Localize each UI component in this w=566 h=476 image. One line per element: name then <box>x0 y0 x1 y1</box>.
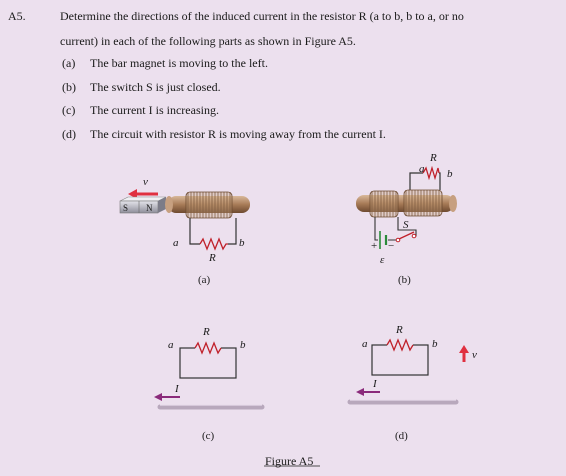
panel-a-velocity-label: v <box>143 176 148 188</box>
part-b-text: The switch S is just closed. <box>90 80 221 94</box>
panel-b-battery <box>380 231 386 249</box>
part-d-label: (d) <box>62 127 76 141</box>
panel-b-resistor-label: R <box>430 152 437 164</box>
panel-b-node-a: a <box>419 163 425 175</box>
panel-b-plus-sign: + <box>371 240 378 252</box>
panel-b-switch-label: S <box>403 219 409 231</box>
part-c-text: The current I is increasing. <box>90 103 219 117</box>
panel-a-resistor <box>200 239 228 249</box>
panel-b-node-b: b <box>447 168 453 180</box>
panel-b-switch <box>396 232 416 242</box>
panel-c-label: (c) <box>202 430 215 442</box>
part-a-text: The bar magnet is moving to the left. <box>90 56 268 70</box>
magnet-s-label: S <box>123 203 129 213</box>
panel-d-velocity-arrow <box>459 345 469 362</box>
panel-a-wires <box>190 218 236 244</box>
panel-a-node-b: b <box>239 237 245 249</box>
panel-a-coil <box>186 192 232 218</box>
part-b-label: (b) <box>62 80 76 94</box>
panel-b-label: (b) <box>398 274 411 286</box>
panel-d-label: (d) <box>395 430 408 442</box>
figure-caption: Figure A5 <box>265 454 314 468</box>
part-c-label: (c) <box>62 103 76 117</box>
panel-d-node-b: b <box>432 338 438 350</box>
panel-b-diagram <box>356 168 457 249</box>
panel-b-secondary-coil <box>404 190 442 216</box>
panel-d-velocity-label: v <box>472 349 477 361</box>
panel-a-node-a: a <box>173 237 179 249</box>
panel-b-primary-coil <box>370 191 398 217</box>
part-a-label: (a) <box>62 56 76 70</box>
panel-b-minus-sign: − <box>388 240 395 252</box>
question-number: A5. <box>8 9 26 23</box>
panel-d-node-a: a <box>362 338 368 350</box>
magnet-n-label: N <box>146 203 153 213</box>
panel-b-primary-wires <box>375 217 416 240</box>
part-d-text: The circuit with resistor R is moving away from the current I. <box>90 127 386 141</box>
panel-d-current-label: I <box>373 378 377 390</box>
panel-c-diagram <box>154 343 262 407</box>
panel-c-current-label: I <box>175 383 179 395</box>
panel-c-node-a: a <box>168 339 174 351</box>
panel-a-diagram <box>120 189 250 249</box>
panel-a-resistor-label: R <box>209 252 216 264</box>
question-stem-line2: current) in each of the following parts as shown in Figure A5. <box>60 34 356 48</box>
panel-c-resistor-label: R <box>203 326 210 338</box>
panel-a-label: (a) <box>198 274 211 286</box>
question-stem-line1: Determine the directions of the induced current in the resistor R (a to b, b to a, or no <box>60 9 464 23</box>
panel-c-node-b: b <box>240 339 246 351</box>
panel-b-resistor <box>423 168 439 178</box>
panel-d-resistor-label: R <box>396 324 403 336</box>
panel-b-emf-label: ε <box>380 254 385 266</box>
